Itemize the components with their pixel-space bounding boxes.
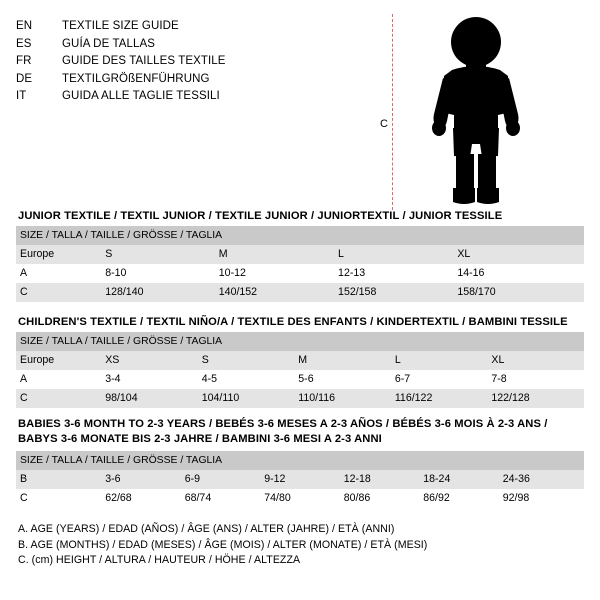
cell: 10-12 xyxy=(215,264,334,283)
cell: C xyxy=(16,389,101,408)
junior-size-table xyxy=(16,226,584,302)
table-header-row xyxy=(16,226,584,245)
cell: L xyxy=(334,245,453,264)
cell: XL xyxy=(453,245,584,264)
cell: 5-6 xyxy=(294,370,391,389)
babies-size-table xyxy=(16,451,584,508)
children-size-table xyxy=(16,332,584,408)
cell: 12-18 xyxy=(340,470,420,489)
cell: S xyxy=(101,245,215,264)
language-code: DE xyxy=(16,72,33,85)
cell: M xyxy=(215,245,334,264)
cell: 6-7 xyxy=(391,370,488,389)
section-junior xyxy=(16,210,584,302)
table-row xyxy=(16,389,584,408)
table-row xyxy=(16,245,584,264)
language-row xyxy=(16,71,346,89)
language-row xyxy=(16,53,346,71)
language-title: GUÍA DE TALLAS xyxy=(62,37,156,50)
height-guide-line xyxy=(392,14,393,210)
cell: 9-12 xyxy=(260,470,340,489)
table-row xyxy=(16,470,584,489)
section-title-babies: BABIES 3-6 MONTH TO 2-3 YEARS / BEBÉS 3-6 MESES A 2-3 AÑOS / BÉBÉS 3-6 MOIS À 2-3 ANS / BABYS 3-6 MONATE BIS 2-3 JAHRE / BAMBINI 3-6 MESI A 2-3 ANNI xyxy=(18,418,548,445)
cell: 3-4 xyxy=(101,370,198,389)
cell: B xyxy=(16,470,101,489)
page-header xyxy=(16,14,584,210)
cell: L xyxy=(391,351,488,370)
cell: 14-16 xyxy=(453,264,584,283)
cell: 68/74 xyxy=(181,489,261,508)
cell: 98/104 xyxy=(101,389,198,408)
section-title-children: CHILDREN'S TEXTILE / TEXTIL NIÑO/A / TEXTILE DES ENFANTS / KINDERTEXTIL / BAMBINI TESSILE xyxy=(18,316,568,328)
cell: XL xyxy=(487,351,584,370)
cell: 62/68 xyxy=(101,489,181,508)
cell: S xyxy=(198,351,295,370)
cell: 92/98 xyxy=(499,489,584,508)
figure-measure-label: C xyxy=(380,118,388,130)
language-title-list xyxy=(16,14,346,106)
cell: 80/86 xyxy=(340,489,420,508)
section-children xyxy=(16,316,584,408)
cell: 158/170 xyxy=(453,283,584,302)
section-title-junior: JUNIOR TEXTILE / TEXTIL JUNIOR / TEXTILE JUNIOR / JUNIORTEXTIL / JUNIOR TESSILE xyxy=(18,210,503,222)
footnote-age-months: B. AGE (MONTHS) / EDAD (MESES) / ÂGE (MOIS) / ALTER (MONATE) / ETÀ (MESI) xyxy=(18,538,428,551)
table-row xyxy=(16,264,584,283)
language-title: TEXTILGRÖßENFÜHRUNG xyxy=(62,72,210,85)
cell: Europe xyxy=(16,245,101,264)
language-code: ES xyxy=(16,37,32,50)
table-header-row xyxy=(16,451,584,470)
language-title: TEXTILE SIZE GUIDE xyxy=(62,20,179,32)
cell: A xyxy=(16,264,101,283)
cell: 12-13 xyxy=(334,264,453,283)
cell: 110/116 xyxy=(294,389,391,408)
cell: 104/110 xyxy=(198,389,295,408)
table-row xyxy=(16,283,584,302)
measurement-figure xyxy=(378,14,578,210)
table-header-label: SIZE / TALLA / TAILLE / GRÖSSE / TAGLIA xyxy=(16,451,584,470)
cell: M xyxy=(294,351,391,370)
footnotes xyxy=(16,522,584,569)
table-row xyxy=(16,351,584,370)
language-title: GUIDE DES TAILLES TEXTILE xyxy=(62,55,226,67)
language-code: IT xyxy=(16,90,27,102)
cell: Europe xyxy=(16,351,101,370)
cell: 8-10 xyxy=(101,264,215,283)
cell: 3-6 xyxy=(101,470,181,489)
language-title: GUIDA ALLE TAGLIE TESSILI xyxy=(62,90,220,102)
table-header-label: SIZE / TALLA / TAILLE / GRÖSSE / TAGLIA xyxy=(16,226,584,245)
spacer xyxy=(16,302,584,316)
table-row xyxy=(16,370,584,389)
cell: 86/92 xyxy=(419,489,499,508)
spacer xyxy=(16,408,584,417)
cell: 116/122 xyxy=(391,389,488,408)
cell: A xyxy=(16,370,101,389)
footnote-height: C. (cm) HEIGHT / ALTURA / HAUTEUR / HÖHE / ALTEZZA xyxy=(18,554,301,566)
table-header-row xyxy=(16,332,584,351)
cell: 6-9 xyxy=(181,470,261,489)
cell: C xyxy=(16,489,101,508)
footnote-age-years: A. AGE (YEARS) / EDAD (AÑOS) / ÂGE (ANS) / ALTER (JAHRE) / ETÀ (ANNI) xyxy=(18,523,395,535)
cell: 7-8 xyxy=(487,370,584,389)
cell: 140/152 xyxy=(215,283,334,302)
language-row xyxy=(16,88,346,106)
language-row xyxy=(16,18,346,36)
language-code: FR xyxy=(16,55,32,67)
cell: 4-5 xyxy=(198,370,295,389)
table-row xyxy=(16,489,584,508)
language-row xyxy=(16,36,346,54)
cell: 74/80 xyxy=(260,489,340,508)
section-babies xyxy=(16,417,584,508)
cell: 128/140 xyxy=(101,283,215,302)
cell: C xyxy=(16,283,101,302)
cell: 152/158 xyxy=(334,283,453,302)
cell: 24-36 xyxy=(499,470,584,489)
language-code: EN xyxy=(16,20,33,32)
table-header-label: SIZE / TALLA / TAILLE / GRÖSSE / TAGLIA xyxy=(16,332,584,351)
cell: 122/128 xyxy=(487,389,584,408)
cell: XS xyxy=(101,351,198,370)
cell: 18-24 xyxy=(419,470,499,489)
toddler-silhouette-icon xyxy=(412,16,552,208)
